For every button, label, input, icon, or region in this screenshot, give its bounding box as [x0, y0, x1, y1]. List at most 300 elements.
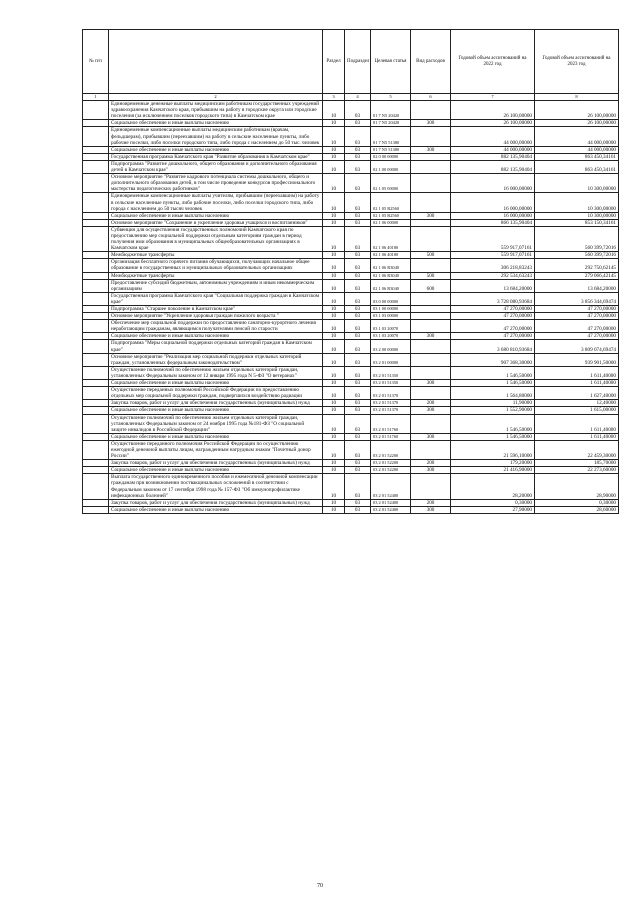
table-row: [83, 252, 619, 259]
cell-podrazdel: 03: [345, 460, 371, 467]
cell-target: 03 0 00 00000: [371, 292, 411, 305]
cell-podrazdel: 03: [345, 387, 371, 400]
cell-vid: 200: [411, 460, 451, 467]
cell-vid: [411, 313, 451, 320]
cell-target: 03 2 01 51350: [371, 366, 411, 379]
cell-name: Подпрограмма "Старшее поколение в Камчатском крае": [109, 306, 323, 313]
cell-name: Организация бесплатного горячего питания обучающихся, получающих начальное общее образование в государственных и муниципальных образовательных организациях: [109, 259, 323, 272]
table-row: [83, 127, 619, 146]
cell-sum2022: 179,20000: [451, 460, 535, 467]
cell-target: 02 1 06 R3040: [371, 279, 411, 292]
cell-razdel: 10: [323, 279, 345, 292]
cell-razdel: 10: [323, 353, 345, 366]
header-num: № п/п: [83, 30, 109, 94]
cell-podrazdel: 03: [345, 313, 371, 320]
cell-num: [83, 146, 109, 153]
cell-vid: [411, 174, 451, 193]
cell-razdel: 10: [323, 120, 345, 127]
table-row: [83, 193, 619, 212]
cell-razdel: 10: [323, 313, 345, 320]
table-row: [83, 333, 619, 340]
cell-sum2022: 1 546,50000: [451, 433, 535, 440]
cell-vid: 600: [411, 279, 451, 292]
cell-name: Подпрограмма "Развитие дошкольного, общего образования и дополнительного образования детей в Камчатском крае": [109, 160, 323, 173]
cell-name: Осуществление переданного полномочия Российской Федерации по осуществлению ежегодной денежной выплаты лицам, награжденным нагрудным знаком "Почетный донор России": [109, 440, 323, 459]
cell-sum2023: 1 615,00000: [535, 407, 619, 414]
cell-num: [83, 193, 109, 212]
cell-name: Государственная программа Камчатского края "Развитие образования в Камчатском крае": [109, 153, 323, 160]
cell-vid: [411, 440, 451, 459]
cell-vid: [411, 292, 451, 305]
cell-sum2023: 560 399,72016: [535, 226, 619, 251]
cell-target: 03 2 01 51760: [371, 414, 411, 433]
cell-sum2022: 0,30000: [451, 499, 535, 506]
cell-sum2022: 292 534,63243: [451, 272, 535, 279]
cell-target: 02 1 05 R2560: [371, 212, 411, 219]
cell-num: [83, 279, 109, 292]
cell-podrazdel: 03: [345, 380, 371, 387]
cell-sum2022: 21 416,90000: [451, 467, 535, 474]
cell-podrazdel: 03: [345, 120, 371, 127]
cell-sum2022: 47 270,00000: [451, 320, 535, 333]
cell-podrazdel: 03: [345, 259, 371, 272]
table-row: [83, 499, 619, 506]
cell-vid: 300: [411, 467, 451, 474]
cell-sum2022: 1 546,50000: [451, 414, 535, 433]
cell-vid: [411, 366, 451, 379]
cell-num: [83, 474, 109, 499]
cell-razdel: 10: [323, 499, 345, 506]
cell-sum2022: 27,90000: [451, 506, 535, 513]
cell-sum2022: 3 680 810,93684: [451, 340, 535, 353]
cell-sum2023: 47 270,00000: [535, 313, 619, 320]
cell-sum2023: 26 100,00000: [535, 101, 619, 120]
cell-razdel: 10: [323, 414, 345, 433]
cell-sum2022: 882 135,90404: [451, 153, 535, 160]
cell-name: Основное мероприятие "Реализация мер социальной поддержки отдельных категорий граждан, установленных федеральным законодательством": [109, 353, 323, 366]
cell-vid: [411, 320, 451, 333]
table-row: [83, 467, 619, 474]
cell-podrazdel: 03: [345, 193, 371, 212]
cell-razdel: 10: [323, 506, 345, 513]
budget-table: [82, 29, 619, 514]
header-name: [109, 30, 323, 94]
cell-podrazdel: 03: [345, 160, 371, 173]
header-target: Целевая статья: [371, 30, 411, 94]
table-row: [83, 353, 619, 366]
cell-name: Обеспечение мер социальной поддержки по предоставлению санаторно-курортного лечения неработающим гражданам, являющимся получателями пенсий по старости: [109, 320, 323, 333]
cell-target: 03 2 01 52200: [371, 460, 411, 467]
cell-sum2022: 26 100,00000: [451, 101, 535, 120]
cell-sum2023: 1 611,40000: [535, 380, 619, 387]
header-vid: Вид расходов: [411, 30, 451, 94]
cell-num: [83, 400, 109, 407]
cell-razdel: 10: [323, 146, 345, 153]
cell-podrazdel: 03: [345, 292, 371, 305]
cell-target: 01 7 N5 20420: [371, 120, 411, 127]
col-number: 5: [371, 94, 411, 101]
col-number: 7: [451, 94, 535, 101]
cell-sum2022: 1 546,50000: [451, 366, 535, 379]
table-row: [83, 292, 619, 305]
cell-sum2022: 44 000,00000: [451, 127, 535, 146]
cell-name: Единовременные денежные выплаты медицинским работникам государственных учреждений здравоохранения Камчатского края, прибывшим на работу в городские округа или городские поселения (за исключением поселков городского типа) в Камчатском крае: [109, 101, 323, 120]
cell-razdel: 10: [323, 193, 345, 212]
cell-name: Межбюджетные трансферты: [109, 252, 323, 259]
cell-vid: [411, 414, 451, 433]
cell-podrazdel: 03: [345, 400, 371, 407]
cell-sum2022: 866 135,90404: [451, 219, 535, 226]
col-number: 6: [411, 94, 451, 101]
cell-podrazdel: 03: [345, 474, 371, 499]
cell-vid: 300: [411, 146, 451, 153]
cell-podrazdel: 03: [345, 407, 371, 414]
cell-sum2022: 13 684,20000: [451, 279, 535, 292]
cell-vid: [411, 474, 451, 499]
cell-sum2022: 306 218,83243: [451, 259, 535, 272]
cell-podrazdel: 03: [345, 440, 371, 459]
cell-sum2023: 1 611,40000: [535, 414, 619, 433]
cell-sum2023: 0,30000: [535, 499, 619, 506]
cell-target: 02 1 06 R3040: [371, 272, 411, 279]
cell-num: [83, 272, 109, 279]
table-row: [83, 400, 619, 407]
cell-podrazdel: 03: [345, 414, 371, 433]
col-number: 3: [323, 94, 345, 101]
cell-num: [83, 340, 109, 353]
table-row: [83, 226, 619, 251]
cell-target: 03 2 00 00000: [371, 340, 411, 353]
cell-sum2023: 279 066,42145: [535, 272, 619, 279]
cell-razdel: 10: [323, 160, 345, 173]
cell-num: [83, 306, 109, 313]
col-number: 8: [535, 94, 619, 101]
cell-target: 03 2 01 52400: [371, 506, 411, 513]
cell-sum2023: 28,90000: [535, 474, 619, 499]
cell-vid: [411, 219, 451, 226]
budget-table-sheet: [82, 29, 618, 514]
table-row: [83, 146, 619, 153]
cell-vid: 300: [411, 433, 451, 440]
cell-vid: [411, 127, 451, 146]
cell-sum2023: 47 270,00000: [535, 320, 619, 333]
cell-target: 01 7 N5 20420: [371, 101, 411, 120]
table-row: [83, 259, 619, 272]
cell-name: Основное мероприятие "Развитие кадрового потенциала системы дошкольного, общего и дополнительного образования детей, в том числе проведение конкурсов профессионального мастерства педагогических работников": [109, 174, 323, 193]
cell-vid: 300: [411, 120, 451, 127]
cell-num: [83, 120, 109, 127]
cell-podrazdel: 03: [345, 279, 371, 292]
cell-podrazdel: 03: [345, 212, 371, 219]
cell-podrazdel: 03: [345, 153, 371, 160]
cell-target: 02 1 00 00000: [371, 160, 411, 173]
col-number: 4: [345, 94, 371, 101]
cell-razdel: 10: [323, 366, 345, 379]
cell-target: 03 1 00 00000: [371, 306, 411, 313]
table-row: [83, 387, 619, 400]
cell-num: [83, 174, 109, 193]
cell-target: 03 2 01 52400: [371, 499, 411, 506]
cell-sum2023: 44 000,00000: [535, 127, 619, 146]
cell-vid: 200: [411, 400, 451, 407]
cell-podrazdel: 03: [345, 340, 371, 353]
cell-name: Основное мероприятие "Укрепление здоровья граждан пожилого возраста ": [109, 313, 323, 320]
cell-razdel: 10: [323, 320, 345, 333]
cell-razdel: 10: [323, 440, 345, 459]
header-sum2022: Годовой объем ассигнований на 2022 год: [451, 30, 535, 94]
cell-target: 02 1 06 00000: [371, 219, 411, 226]
cell-razdel: 10: [323, 259, 345, 272]
cell-sum2023: 13 684,20000: [535, 279, 619, 292]
cell-num: [83, 320, 109, 333]
cell-razdel: 10: [323, 407, 345, 414]
table-row: [83, 101, 619, 120]
table-row: [83, 272, 619, 279]
cell-sum2023: 185,70000: [535, 460, 619, 467]
cell-vid: [411, 353, 451, 366]
cell-target: 02 1 05 R2560: [371, 193, 411, 212]
cell-sum2023: 939 901,50000: [535, 353, 619, 366]
cell-target: 02 1 05 00000: [371, 174, 411, 193]
cell-podrazdel: 03: [345, 306, 371, 313]
cell-target: 03 1 03 00000: [371, 313, 411, 320]
cell-name: Единовременные компенсационные выплаты медицинским работникам (врачам, фельдшерам), прибывшим (переехавшим) на работу в сельские населенные пункты, либо рабочие поселки, либо поселки городского типа, либо города с населением до 50 тыс. человек: [109, 127, 323, 146]
cell-podrazdel: 03: [345, 146, 371, 153]
cell-num: [83, 127, 109, 146]
cell-sum2023: 47 270,00000: [535, 306, 619, 313]
cell-razdel: 10: [323, 460, 345, 467]
cell-podrazdel: 03: [345, 467, 371, 474]
cell-sum2023: 22 459,30000: [535, 440, 619, 459]
cell-sum2022: 16 000,00000: [451, 174, 535, 193]
cell-target: 03 2 01 52400: [371, 474, 411, 499]
cell-sum2023: 1 627,40000: [535, 387, 619, 400]
cell-target: 02 1 06 40180: [371, 252, 411, 259]
header-podrazdel: Подраздел: [345, 30, 371, 94]
cell-sum2023: 292 750,62145: [535, 259, 619, 272]
table-row: [83, 407, 619, 414]
cell-num: [83, 407, 109, 414]
cell-num: [83, 226, 109, 251]
cell-sum2022: 47 270,00000: [451, 333, 535, 340]
cell-vid: [411, 306, 451, 313]
table-row: [83, 153, 619, 160]
cell-num: [83, 160, 109, 173]
cell-target: 03 2 01 51370: [371, 407, 411, 414]
cell-vid: 500: [411, 272, 451, 279]
cell-razdel: 10: [323, 333, 345, 340]
header-row: [83, 30, 619, 94]
cell-target: 01 7 N5 51380: [371, 146, 411, 153]
table-body: [83, 101, 619, 514]
table-row: [83, 380, 619, 387]
cell-num: [83, 101, 109, 120]
cell-num: [83, 366, 109, 379]
cell-target: 02 1 06 R3040: [371, 259, 411, 272]
cell-razdel: 10: [323, 474, 345, 499]
table-row: [83, 160, 619, 173]
cell-razdel: 10: [323, 212, 345, 219]
cell-sum2023: 853 150,34161: [535, 219, 619, 226]
cell-target: 03 1 03 20070: [371, 320, 411, 333]
cell-name: Подпрограмма "Меры социальной поддержки отдельных категорий граждан в Камчатском крае": [109, 340, 323, 353]
header-sum2023: Годовой объем ассигнований на 2023 год: [535, 30, 619, 94]
cell-podrazdel: 03: [345, 333, 371, 340]
table-row: [83, 306, 619, 313]
cell-sum2023: 44 000,00000: [535, 146, 619, 153]
cell-sum2022: 16 000,00000: [451, 212, 535, 219]
cell-num: [83, 506, 109, 513]
table-row: [83, 279, 619, 292]
cell-name: Закупка товаров, работ и услуг для обеспечения государственных (муниципальных) нужд: [109, 400, 323, 407]
cell-name: Выплата государственного единовременного пособия и ежемесячной денежной компенсации гражданам при возникновении поствакцинальных осложнений в соответствии с Федеральным законом от 17 сентября 1998 года № 157-ФЗ "Об иммунопрофилактике инфекционных болезней": [109, 474, 323, 499]
cell-podrazdel: 03: [345, 101, 371, 120]
cell-vid: [411, 340, 451, 353]
cell-sum2022: 47 270,00000: [451, 313, 535, 320]
cell-sum2022: 44 000,00000: [451, 146, 535, 153]
cell-name: Социальное обеспечение и иные выплаты населению: [109, 120, 323, 127]
cell-target: 03 2 01 52200: [371, 440, 411, 459]
cell-sum2023: 863 450,34161: [535, 160, 619, 173]
col-number: 1: [83, 94, 109, 101]
cell-sum2022: 1 546,50000: [451, 380, 535, 387]
cell-podrazdel: 03: [345, 433, 371, 440]
cell-num: [83, 380, 109, 387]
cell-podrazdel: 03: [345, 366, 371, 379]
cell-num: [83, 414, 109, 433]
table-row: [83, 414, 619, 433]
cell-podrazdel: 03: [345, 499, 371, 506]
cell-vid: 300: [411, 407, 451, 414]
cell-vid: [411, 101, 451, 120]
cell-name: Социальное обеспечение и иные выплаты населению: [109, 212, 323, 219]
cell-razdel: 10: [323, 400, 345, 407]
cell-name: Закупка товаров, работ и услуг для обеспечения государственных (муниципальных) нужд: [109, 499, 323, 506]
cell-podrazdel: 03: [345, 219, 371, 226]
cell-sum2023: 10 300,00000: [535, 193, 619, 212]
cell-razdel: 10: [323, 226, 345, 251]
cell-podrazdel: 03: [345, 252, 371, 259]
cell-name: Осуществление полномочий по обеспечению жильем отдельных категорий граждан, установленных Федеральным законом от 24 ноября 1995 года №181-ФЗ "О социальной защите инвалидов в Российской Федерации": [109, 414, 323, 433]
table-row: [83, 174, 619, 193]
table-row: [83, 313, 619, 320]
cell-target: 03 2 01 00000: [371, 353, 411, 366]
cell-vid: 500: [411, 252, 451, 259]
cell-name: Осуществление полномочий по обеспечению жильем отдельных категорий граждан, установленных Федеральным законом от 12 января 1995 года N 5-ФЗ "О ветеранах": [109, 366, 323, 379]
cell-podrazdel: 03: [345, 353, 371, 366]
cell-razdel: 10: [323, 433, 345, 440]
cell-target: 02 0 00 00000: [371, 153, 411, 160]
cell-num: [83, 153, 109, 160]
cell-podrazdel: 03: [345, 226, 371, 251]
cell-sum2022: 1 564,80000: [451, 387, 535, 400]
cell-razdel: 10: [323, 306, 345, 313]
cell-sum2023: 22 273,60000: [535, 467, 619, 474]
cell-sum2022: 882 135,90404: [451, 160, 535, 173]
cell-podrazdel: 03: [345, 174, 371, 193]
cell-sum2022: 11,90000: [451, 400, 535, 407]
cell-target: 03 1 03 20070: [371, 333, 411, 340]
cell-name: Социальное обеспечение и иные выплаты населению: [109, 146, 323, 153]
cell-sum2022: 47 270,00000: [451, 306, 535, 313]
table-row: [83, 320, 619, 333]
cell-name: Социальное обеспечение и иные выплаты населению: [109, 380, 323, 387]
cell-target: 03 2 01 51370: [371, 400, 411, 407]
cell-name: Основное мероприятие "Сохранение и укрепление здоровья учащихся и воспитанников": [109, 219, 323, 226]
cell-sum2022: 1 552,90000: [451, 407, 535, 414]
cell-vid: [411, 153, 451, 160]
table-row: [83, 460, 619, 467]
cell-razdel: 10: [323, 272, 345, 279]
cell-podrazdel: 03: [345, 506, 371, 513]
table-row: [83, 366, 619, 379]
cell-name: Закупка товаров, работ и услуг для обеспечения государственных (муниципальных) нужд: [109, 460, 323, 467]
cell-name: Предоставление субсидий бюджетным, автономным учреждениям и иным некоммерческим организациям: [109, 279, 323, 292]
cell-target: 01 7 N5 51380: [371, 127, 411, 146]
cell-razdel: 10: [323, 219, 345, 226]
cell-target: 02 1 06 40180: [371, 226, 411, 251]
table-row: [83, 506, 619, 513]
cell-num: [83, 313, 109, 320]
cell-name: Социальное обеспечение и иные выплаты населению: [109, 433, 323, 440]
cell-sum2022: 907 368,30000: [451, 353, 535, 366]
cell-sum2023: 12,40000: [535, 400, 619, 407]
cell-num: [83, 292, 109, 305]
cell-vid: [411, 193, 451, 212]
cell-name: Единовременные компенсационные выплаты учителям, прибывшим (переехавшим) на работу в сельские населенные пункты, либо рабочие поселки, либо поселки городского типа, либо города с населением до 50 тысяч человек: [109, 193, 323, 212]
cell-name: Осуществление переданных полномочий Российской Федерации по предоставлению отдельных мер социальной поддержки граждан, подвергшихся воздействию радиации: [109, 387, 323, 400]
cell-razdel: 10: [323, 387, 345, 400]
cell-razdel: 10: [323, 127, 345, 146]
cell-razdel: 10: [323, 252, 345, 259]
cell-sum2022: 16 000,00000: [451, 193, 535, 212]
cell-num: [83, 433, 109, 440]
cell-target: 03 2 01 51350: [371, 380, 411, 387]
cell-sum2022: 28,20000: [451, 474, 535, 499]
cell-podrazdel: 03: [345, 272, 371, 279]
column-number-row: [83, 94, 619, 101]
cell-sum2023: 3 809 074,69474: [535, 340, 619, 353]
cell-razdel: 10: [323, 467, 345, 474]
cell-sum2023: 560 399,72016: [535, 252, 619, 259]
cell-sum2023: 10 300,00000: [535, 212, 619, 219]
cell-target: 03 2 01 51760: [371, 433, 411, 440]
cell-name: Субвенции для осуществления государственных полномочий Камчатского края по предоставлению мер социальной поддержки отдельным категориям граждан в период получения ими образования в муниципальных общеобразовательных организациях в Камчатском крае: [109, 226, 323, 251]
cell-razdel: 10: [323, 380, 345, 387]
cell-num: [83, 252, 109, 259]
cell-sum2023: 3 856 344,69474: [535, 292, 619, 305]
cell-sum2023: 47 270,00000: [535, 333, 619, 340]
cell-sum2022: 3 728 080,93684: [451, 292, 535, 305]
cell-podrazdel: 03: [345, 127, 371, 146]
cell-name: Социальное обеспечение и иные выплаты населению: [109, 506, 323, 513]
table-row: [83, 474, 619, 499]
cell-sum2023: 10 300,00000: [535, 174, 619, 193]
cell-num: [83, 387, 109, 400]
table-row: [83, 212, 619, 219]
cell-vid: [411, 387, 451, 400]
cell-num: [83, 212, 109, 219]
cell-vid: [411, 226, 451, 251]
cell-vid: 200: [411, 499, 451, 506]
cell-target: 03 2 01 51370: [371, 387, 411, 400]
cell-vid: [411, 160, 451, 173]
cell-name: Социальное обеспечение и иные выплаты населению: [109, 407, 323, 414]
cell-sum2023: 1 611,40000: [535, 366, 619, 379]
page-number: 70: [317, 883, 323, 889]
table-row: [83, 433, 619, 440]
cell-sum2022: 559 917,07161: [451, 252, 535, 259]
